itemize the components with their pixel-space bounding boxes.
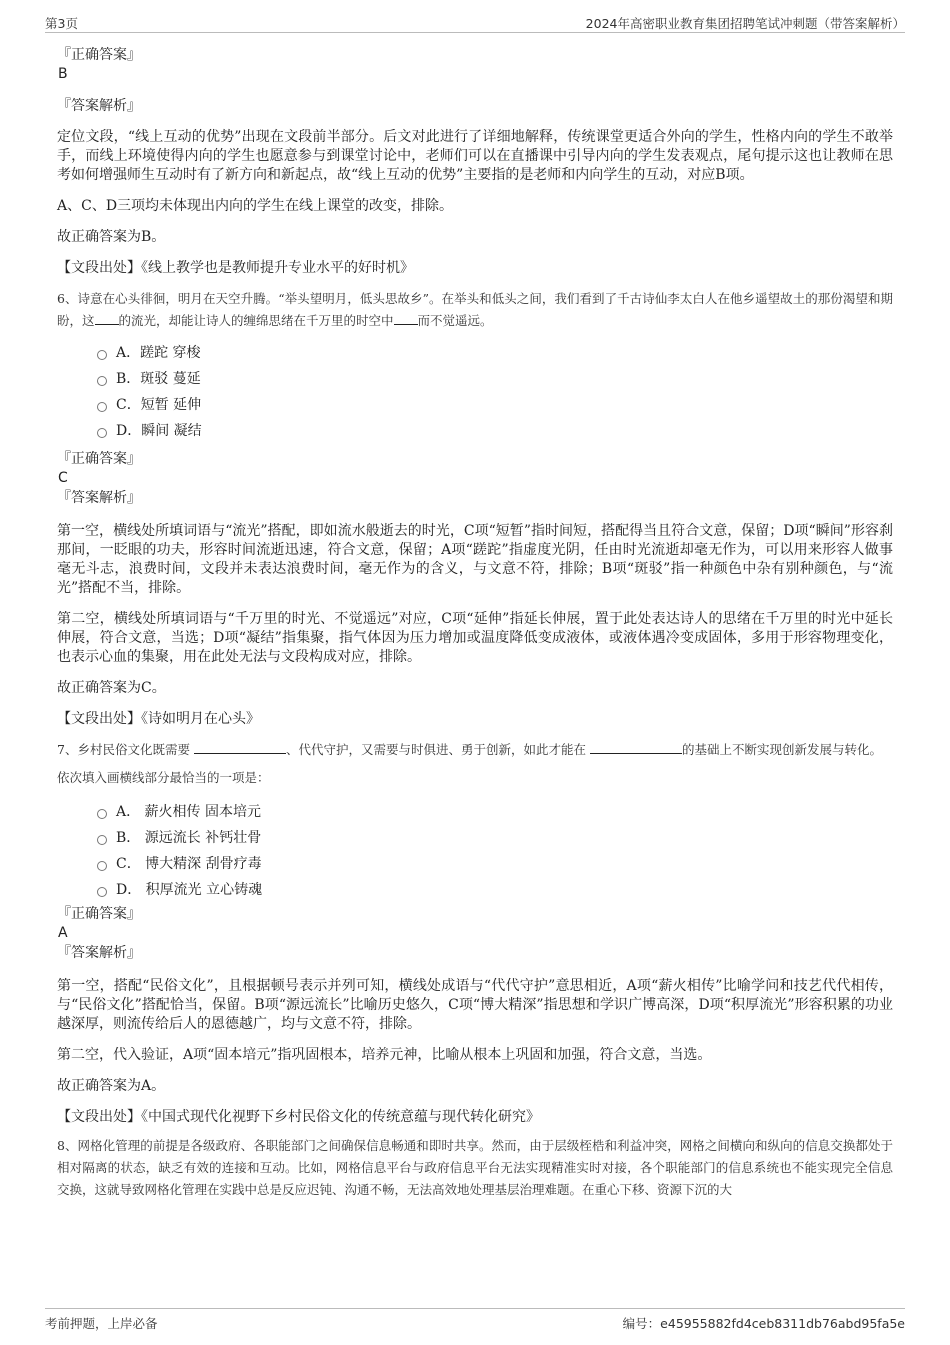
option-label: C．短暂 延伸 xyxy=(116,397,202,413)
options-list xyxy=(57,340,893,444)
analysis-paragraph: 第二空，横线处所填词语与“千万里的时光、不觉遥远”对应，C项“延伸”指延长伸展，置于此处表达诗人的思绪在千万里的时光中延长伸展，符合文意，当选；D项“凝结”指集聚，指气体因为压力增加或温度降低变成液体，或液体遇冷变成固体，多用于形容物理变化，也表示心血的集聚，用在此处无法与文段构成对应，排除。 xyxy=(57,611,893,665)
correct-answer: C xyxy=(58,470,68,486)
analysis-paragraph: A、C、D三项均未体现出内向的学生在线上课堂的改变，排除。 xyxy=(57,198,454,214)
option-label: A．蹉跎 穿梭 xyxy=(116,345,201,361)
stem-text: 7、乡村民俗文化既需要 xyxy=(57,742,190,757)
fill-blank xyxy=(95,324,119,325)
document-code: 编号：e45955882fd4ceb8311db76abd95fa5e xyxy=(622,1316,905,1331)
stem-text: 6、诗意在心头徘徊，明月在天空升腾。“举头望明月，低头思故乡”。在举头和低头之间，我们看到了千古诗仙李太白人在他乡遥望故土的那份渴望和期盼，这 xyxy=(57,291,893,328)
question-6 xyxy=(57,288,893,729)
radio-icon[interactable] xyxy=(97,428,107,438)
stem-text: 的流光，却能让诗人的缠绵思绪在千万里的时空中 xyxy=(118,313,394,328)
page-content xyxy=(57,46,893,1201)
analysis-paragraph: 定位文段，“线上互动的优势”出现在文段前半部分。后文对此进行了详细地解释，传统课堂更适合外向的学生，性格内向的学生不敢举手，而线上环境使得内向的学生也愿意参与到课堂讨论中，老师们可以在直播课中引导内向的学生发表观点，尾句提示这也让教师在思考如何增强师生互动时有了新方向和新起点，故“线上互动的优势”主要指的是老师和内向学生的互动，对应B项。 xyxy=(57,129,893,183)
option-b[interactable] xyxy=(97,366,893,392)
option-label: B． 源远流长 补钙壮骨 xyxy=(116,830,262,846)
source-citation: 【文段出处】《线上教学也是教师提升专业水平的好时机》 xyxy=(57,260,414,276)
analysis-paragraph: 第一空，搭配“民俗文化”，且根据顿号表示并列可知，横线处成语与“代代守护”意思相近，A项“薪火相传”比喻学问和技艺代代相传，与“民俗文化”搭配恰当，保留。B项“源远流长”比喻历史悠久，C项“博大精深”指思想和学识广博高深，D项“积厚流光”形容积累的功业越深厚，则流传给后人的恩德越广，均与文意不符，排除。 xyxy=(57,978,893,1032)
options-list xyxy=(57,799,893,903)
question-7 xyxy=(57,739,893,1127)
footer-slogan: 考前押题，上岸必备 xyxy=(45,1316,158,1331)
analysis-paragraph: 第二空，代入验证，A项“固本培元”指巩固根本，培养元神，比喻从根本上巩固和加强，符合文意，当选。 xyxy=(57,1047,712,1063)
analysis-paragraph: 第一空，横线处所填词语与“流光”搭配，即如流水般逝去的时光，C项“短暂”指时间短，搭配得当且符合文意，保留；D项“瞬间”形容刹那间，一眨眼的功夫，形容时间流逝迅速，符合文意，保留；A项“蹉跎”指虚度光阴，任由时光流逝却毫无作为，可以用来形容人做事毫无斗志，浪费时间，文段并未表达浪费时间，毫无作为的含义，与文意不符，排除；B项“斑驳”指一种颜色中杂有别种颜色，与“流光”搭配不当，排除。 xyxy=(57,523,893,596)
question-stem xyxy=(57,739,893,761)
option-a[interactable] xyxy=(97,340,893,366)
option-label: C． 博大精深 刮骨疗毒 xyxy=(116,856,262,872)
analysis-paragraph: 故正确答案为B。 xyxy=(57,229,166,245)
analysis-paragraph: 故正确答案为A。 xyxy=(57,1078,166,1094)
radio-icon[interactable] xyxy=(97,402,107,412)
page-number: 第3页 xyxy=(45,16,78,31)
analysis-label: 『答案解析』 xyxy=(57,490,141,506)
question-stem xyxy=(57,288,893,332)
option-label: A． 薪火相传 固本培元 xyxy=(116,804,262,820)
radio-icon[interactable] xyxy=(97,376,107,386)
radio-icon[interactable] xyxy=(97,887,107,897)
analysis-label: 『答案解析』 xyxy=(57,945,141,961)
option-b[interactable] xyxy=(97,825,893,851)
option-c[interactable] xyxy=(97,851,893,877)
option-label: D．瞬间 凝结 xyxy=(116,423,202,439)
stem-text: 的基础上不断实现创新发展与转化。 xyxy=(681,742,882,757)
question-prompt: 依次填入画横线部分最恰当的一项是： xyxy=(57,770,270,785)
option-label: B．斑驳 蔓延 xyxy=(116,371,201,387)
stem-text: 而不觉遥远。 xyxy=(417,313,493,328)
page-footer xyxy=(45,1308,905,1339)
analysis-label: 『答案解析』 xyxy=(57,98,141,114)
option-label: D． 积厚流光 立心铸魂 xyxy=(116,882,263,898)
question-stem: 8、网格化管理的前提是各级政府、各职能部门之间确保信息畅通和即时共享。然而，由于层级桎梏和利益冲突，网格之间横向和纵向的信息交换都处于相对隔离的状态，缺乏有效的连接和互动。比如，网格信息平台与政府信息平台无法实现精准实时对接，各个职能部门的信息系统也不能实现完全信息交换，这就导致网格化管理在实践中总是反应迟钝、沟通不畅，无法高效地处理基层治理难题。在重心下移、资源下沉的大 xyxy=(57,1138,893,1197)
radio-icon[interactable] xyxy=(97,350,107,360)
analysis-paragraph: 故正确答案为C。 xyxy=(57,680,166,696)
option-d[interactable] xyxy=(97,877,893,903)
option-c[interactable] xyxy=(97,392,893,418)
document-title: 2024年高密职业教育集团招聘笔试冲刺题（带答案解析） xyxy=(585,16,905,31)
source-citation: 【文段出处】《诗如明月在心头》 xyxy=(57,711,260,727)
fill-blank xyxy=(194,753,286,754)
correct-answer: A xyxy=(58,925,68,941)
fill-blank xyxy=(590,753,682,754)
question-8 xyxy=(57,1135,893,1201)
page-header xyxy=(45,12,905,33)
question-5-answer xyxy=(57,46,893,278)
stem-text: 、代代守护，又需要与时俱进、勇于创新，如此才能在 xyxy=(285,742,586,757)
correct-answer-label: 『正确答案』 xyxy=(57,47,141,63)
radio-icon[interactable] xyxy=(97,835,107,845)
radio-icon[interactable] xyxy=(97,809,107,819)
source-citation: 【文段出处】《中国式现代化视野下乡村民俗文化的传统意蕴与现代转化研究》 xyxy=(57,1109,540,1125)
correct-answer: B xyxy=(58,66,68,82)
correct-answer-label: 『正确答案』 xyxy=(57,906,141,922)
fill-blank xyxy=(394,324,418,325)
option-d[interactable] xyxy=(97,418,893,444)
option-a[interactable] xyxy=(97,799,893,825)
radio-icon[interactable] xyxy=(97,861,107,871)
correct-answer-label: 『正确答案』 xyxy=(57,451,141,467)
